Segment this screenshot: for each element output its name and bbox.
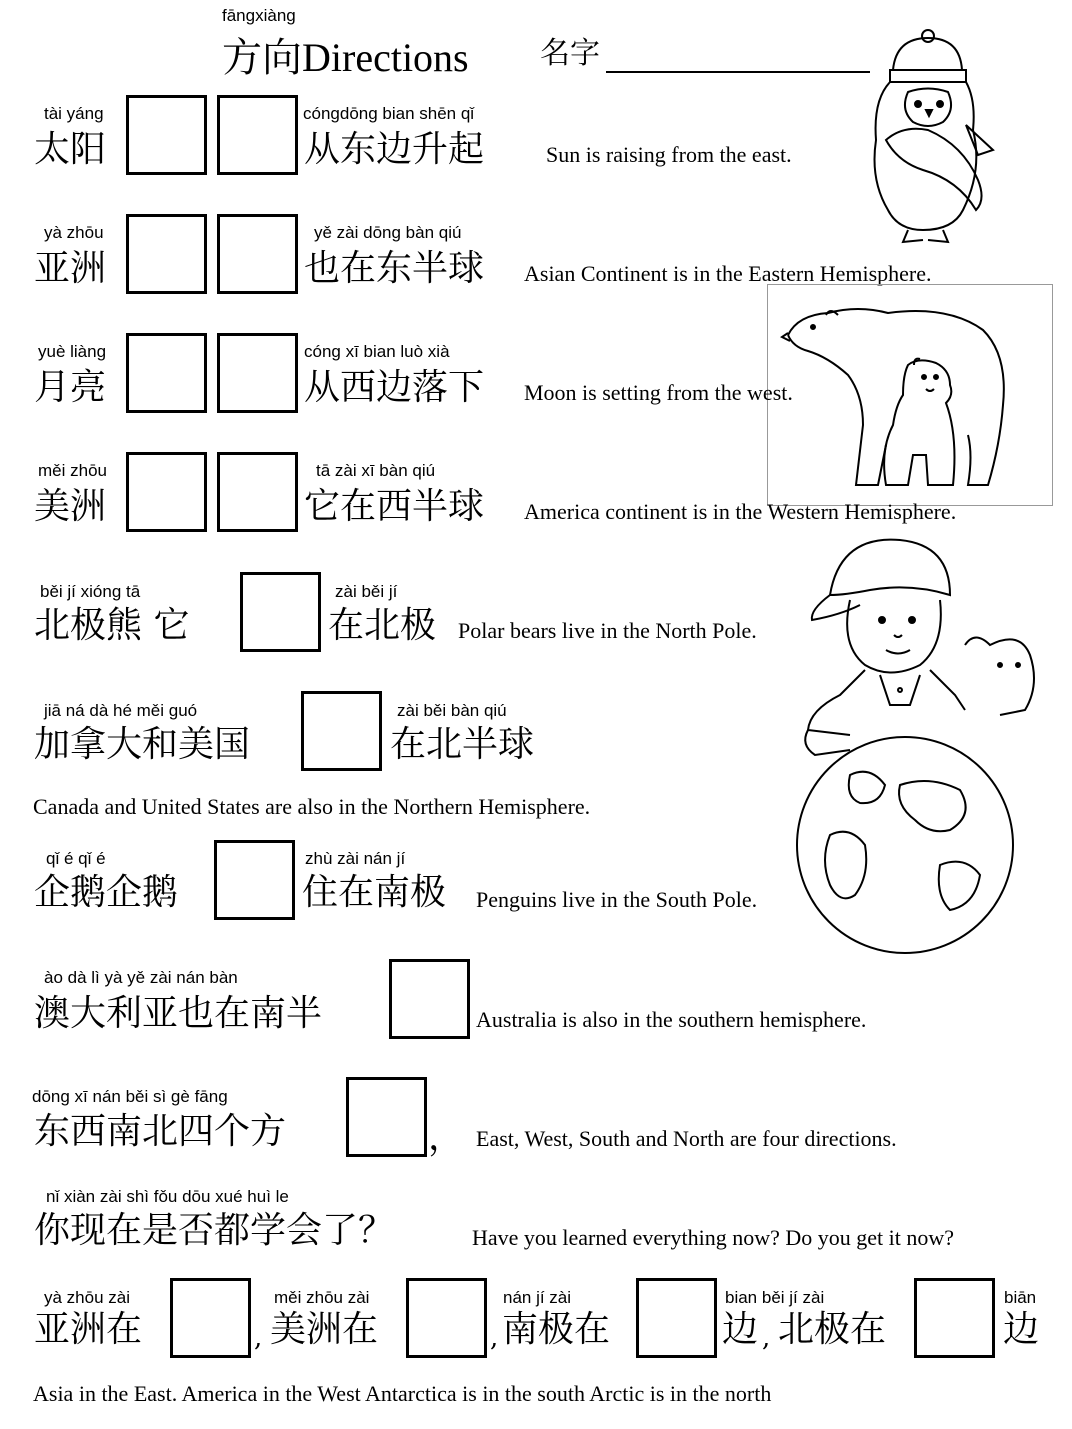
row6-chinese-b: 在北半球 [390, 724, 535, 765]
row4-pinyin-b: tā zài xī bàn qiú [316, 461, 436, 480]
row5-chinese-b: 在北极 [328, 605, 437, 646]
title-english: Directions [302, 35, 469, 80]
row4-chinese-a: 美洲 [34, 486, 107, 527]
last-pinyin-4: bian běi jí zài [725, 1288, 825, 1307]
title-chinese: 方向 [222, 35, 302, 81]
row9-english: East, West, South and North are four directions. [476, 1126, 897, 1151]
row3-pinyin-b: cóng xī bian luò xià [304, 342, 450, 361]
row9-pinyin-a: dōng xī nán běi sì gè fāng [32, 1087, 228, 1106]
row1-pinyin-a: tài yáng [44, 104, 104, 123]
row1-chinese-a: 太阳 [34, 129, 107, 170]
row7-pinyin-a: qǐ é qǐ é [46, 849, 106, 868]
polar-bears-illustration [767, 284, 1053, 506]
row6-chinese-a: 加拿大和美国 [34, 724, 251, 765]
row6-pinyin-b: zài běi bàn qiú [397, 701, 507, 720]
row5-pinyin-a: běi jí xióng tā [40, 582, 141, 601]
last-chinese-4b: 北极在 [778, 1309, 887, 1350]
row2-answer-box-2[interactable] [217, 214, 298, 294]
row10-pinyin-a: nǐ xiàn zài shì fǒu dōu xué huì le [46, 1187, 289, 1206]
row9-comma: ， [428, 1117, 465, 1158]
row2-pinyin-a: yà zhōu [44, 223, 104, 242]
row6-answer-box[interactable] [301, 691, 382, 771]
row2-chinese-b: 也在东半球 [304, 248, 485, 289]
last-answer-box-4[interactable] [914, 1278, 995, 1358]
last-chinese-3: 南极在 [502, 1309, 611, 1350]
last-answer-box-2[interactable] [406, 1278, 487, 1358]
name-field-line[interactable] [606, 71, 870, 73]
last-chinese-5: 边 [1003, 1309, 1040, 1350]
row1-answer-box-1[interactable] [126, 95, 207, 175]
row4-answer-box-1[interactable] [126, 452, 207, 532]
row8-answer-box[interactable] [389, 959, 470, 1039]
row8-chinese-a: 澳大利亚也在南半 [34, 993, 323, 1034]
row3-answer-box-2[interactable] [217, 333, 298, 413]
penguin-icon [848, 30, 998, 245]
last-chinese-1: 亚洲在 [34, 1309, 143, 1350]
last-answer-box-1[interactable] [170, 1278, 251, 1358]
boy-with-globe-icon [790, 535, 1050, 955]
row1-answer-box-2[interactable] [217, 95, 298, 175]
row2-chinese-a: 亚洲 [34, 248, 107, 289]
last-answer-box-3[interactable] [636, 1278, 717, 1358]
last-chinese-4: 边 [722, 1309, 759, 1350]
polar-bears-icon [768, 285, 1054, 507]
last-chinese-2: 美洲在 [270, 1309, 379, 1350]
row1-pinyin-b: cóngdōng bian shēn qǐ [303, 104, 475, 123]
row6-english: Canada and United States are also in the Northern Hemisphere. [33, 794, 591, 819]
last-separator-3: , [762, 1323, 771, 1353]
row5-answer-box[interactable] [240, 572, 321, 652]
row3-chinese-b: 从西边落下 [304, 367, 485, 408]
row2-english: Asian Continent is in the Eastern Hemisphere. [524, 261, 932, 286]
row8-pinyin-a: ào dà lì yà yě zài nán bàn [44, 968, 238, 987]
row5-chinese-a: 北极熊 它 [34, 605, 190, 646]
row9-chinese-a: 东西南北四个方 [34, 1111, 287, 1152]
row3-english: Moon is setting from the west. [524, 380, 793, 405]
row7-chinese-b: 住在南极 [302, 872, 447, 913]
row1-chinese-b: 从东边升起 [304, 129, 485, 170]
row4-pinyin-a: měi zhōu [38, 461, 107, 480]
name-label: 名字 [540, 36, 600, 71]
row4-english: America continent is in the Western Hemisphere. [524, 499, 957, 524]
row2-answer-box-1[interactable] [126, 214, 207, 294]
row10-english: Have you learned everything now? Do you get it now? [472, 1225, 955, 1250]
last-pinyin-5: biān [1004, 1288, 1037, 1307]
row3-answer-box-1[interactable] [126, 333, 207, 413]
last-separator-1: , [254, 1323, 263, 1353]
row9-answer-box[interactable] [346, 1077, 427, 1157]
row5-english: Polar bears live in the North Pole. [458, 618, 757, 643]
row2-pinyin-b: yě zài dōng bàn qiú [314, 223, 462, 242]
row3-chinese-a: 月亮 [34, 367, 107, 408]
row8-english: Australia is also in the southern hemisphere. [476, 1007, 867, 1032]
row6-pinyin-a: jiā ná dà hé měi guó [44, 701, 198, 720]
row1-english: Sun is raising from the east. [546, 142, 792, 167]
row7-chinese-a: 企鹅企鹅 [34, 872, 179, 913]
row10-chinese-a: 你现在是否都学会了？ [34, 1210, 395, 1251]
last-pinyin-2: měi zhōu zài [274, 1288, 370, 1307]
page-title [222, 26, 469, 83]
row7-english: Penguins live in the South Pole. [476, 887, 758, 912]
row7-pinyin-b: zhù zài nán jí [305, 849, 406, 868]
row7-answer-box[interactable] [214, 840, 295, 920]
last-separator-2: , [490, 1323, 499, 1353]
title-pinyin: fāngxiàng [222, 6, 296, 25]
row3-pinyin-a: yuè liàng [38, 342, 107, 361]
row4-answer-box-2[interactable] [217, 452, 298, 532]
last-pinyin-3: nán jí zài [503, 1288, 572, 1307]
row5-pinyin-b: zài běi jí [335, 582, 398, 601]
row4-chinese-b: 它在西半球 [304, 486, 485, 527]
last-english: Asia in the East. America in the West Antarctica is in the south Arctic is in the north [33, 1381, 772, 1406]
last-pinyin-1: yà zhōu zài [44, 1288, 130, 1307]
